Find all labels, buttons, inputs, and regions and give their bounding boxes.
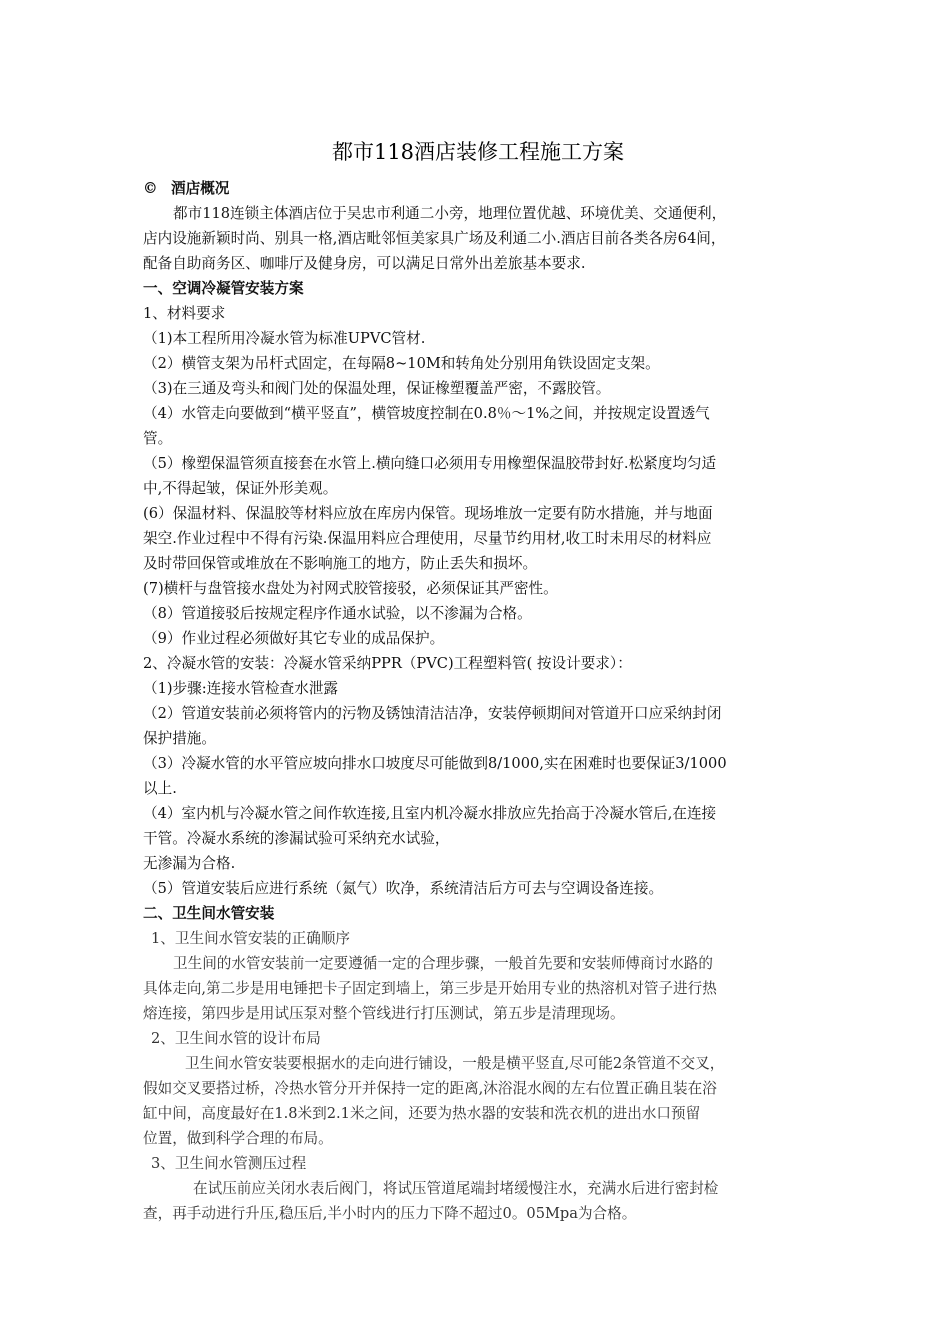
paragraph-line: (6）保温材料、保温胶等材料应放在库房内保管。现场堆放一定要有防水措施，并与地面 xyxy=(143,505,713,522)
paragraph-line: （1)本工程所用冷凝水管为标准UPVC管材. xyxy=(143,330,426,347)
subheading: 3、卫生间水管测压过程 xyxy=(151,1155,307,1172)
subheading: 1、卫生间水管安装的正确顺序 xyxy=(151,930,351,947)
paragraph-line: （1)步骤:连接水管检查水泄露 xyxy=(143,680,339,697)
paragraph-line: （4）水管走向要做到“横平竖直”，横管坡度控制在0.8％～1%之间，并按规定设置透气 xyxy=(143,405,710,422)
paragraph-line: 在试压前应关闭水表后阀门，将试压管道尾端封堵缓慢注水，充满水后进行密封检 xyxy=(193,1180,719,1197)
paragraph-line: 及时带回保管或堆放在不影响施工的地方，防止丢失和损坏。 xyxy=(143,555,538,572)
paragraph-line: 位置，做到科学合理的布局。 xyxy=(143,1130,333,1147)
paragraph-line: （2）横管支架为吊杆式固定，在每隔8~10M和转角处分别用角铁设固定支架。 xyxy=(143,355,660,372)
section-heading-bathroom: 二、卫生间水管安装 xyxy=(143,905,275,922)
subheading: 1、材料要求 xyxy=(143,305,226,322)
paragraph-line: （3)在三通及弯头和阀门处的保温处理，保证橡塑覆盖严密，不露胶管。 xyxy=(143,380,611,397)
paragraph-line: 查，再手动进行升压,稳压后,半小时内的压力下降不超过0。05Mpa为合格。 xyxy=(143,1205,637,1222)
paragraph-line: 熔连接，第四步是用试压泵对整个管线进行打压测试，第五步是清理现场。 xyxy=(143,1005,625,1022)
section-heading-overview xyxy=(143,176,813,201)
paragraph-line: 卫生间的水管安装前一定要遵循一定的合理步骤，一般首先要和安装师傅商讨水路的 xyxy=(173,955,713,972)
document-title: 都市118酒店装修工程施工方案 xyxy=(331,140,625,164)
paragraph-line: 无渗漏为合格. xyxy=(143,855,236,872)
paragraph-line: 具体走向,第二步是用电锤把卡子固定到墙上，第三步是开始用专业的热溶机对管子进行热 xyxy=(143,980,717,997)
paragraph-line: 配备自助商务区、咖啡厅及健身房，可以满足日常外出差旅基本要求. xyxy=(143,255,586,272)
paragraph-line: 店内设施新颖时尚、别具一格,酒店毗邻恒美家具广场及利通二小.酒店目前各类各房64间， xyxy=(143,230,726,247)
subheading: 2、卫生间水管的设计布局 xyxy=(151,1030,321,1047)
paragraph-line: （5）橡塑保温管须直接套在水管上.横向缝口必须用专用橡塑保温胶带封好.松紧度均匀适 xyxy=(143,455,717,472)
paragraph-line: (7)横杆与盘管接水盘处为衬网式胶管接驳，必须保证其严密性。 xyxy=(143,580,558,597)
copyright-bullet-icon: © xyxy=(143,180,158,197)
paragraph-line: 干管。冷凝水系统的渗漏试验可采纳充水试验， xyxy=(143,830,450,847)
paragraph-line: 保护措施。 xyxy=(143,730,216,747)
paragraph-line: 缸中间，高度最好在1.8米到2.1米之间，还要为热水器的安装和洗衣机的进出水口预留 xyxy=(143,1105,701,1122)
paragraph-line: 都市118连锁主体酒店位于吴忠市利通二小旁，地理位置优越、环境优美、交通便利， xyxy=(173,205,727,222)
paragraph-line: （5）管道安装后应进行系统（氮气）吹净，系统清洁后方可去与空调设备连接。 xyxy=(143,880,664,897)
subheading: 2、冷凝水管的安装：冷凝水管采纳PPR（PVC)工程塑料管( 按设计要求）： xyxy=(143,655,632,672)
paragraph-line: 以上. xyxy=(143,780,177,797)
paragraph-line: （4）室内机与冷凝水管之间作软连接,且室内机冷凝水排放应先抬高于冷凝水管后,在连接 xyxy=(143,805,717,822)
paragraph-line: （9）作业过程必须做好其它专业的成品保护。 xyxy=(143,630,445,647)
paragraph-line: 架空.作业过程中不得有污染.保温用料应合理使用，尽量节约用材,收工时未用尽的材料应 xyxy=(143,530,712,547)
paragraph-line: 假如交叉要搭过桥，冷热水管分开并保持一定的距离,沐浴混水阀的左右位置正确且装在浴 xyxy=(143,1080,717,1097)
section-heading-ac: 一、空调冷凝管安装方案 xyxy=(143,280,304,297)
paragraph-line: 中,不得起皱，保证外形美观。 xyxy=(143,480,338,497)
document-body xyxy=(143,138,813,1226)
paragraph-line: （3）冷凝水管的水平管应坡向排水口坡度尽可能做到8/1000,实在困难时也要保证3/1000 xyxy=(143,755,727,772)
paragraph-line: 管。 xyxy=(143,430,173,447)
paragraph-line: 卫生间水管安装要根据水的走向进行铺设，一般是横平竖直,尽可能2条管道不交叉， xyxy=(185,1055,725,1072)
section-heading-text: 酒店概况 xyxy=(171,180,230,197)
paragraph-line: （2）管道安装前必须将管内的污物及锈蚀清洁洁净，安装停顿期间对管道开口应采纳封闭 xyxy=(143,705,722,722)
paragraph-line: （8）管道接驳后按规定程序作通水试验，以不渗漏为合格。 xyxy=(143,605,532,622)
